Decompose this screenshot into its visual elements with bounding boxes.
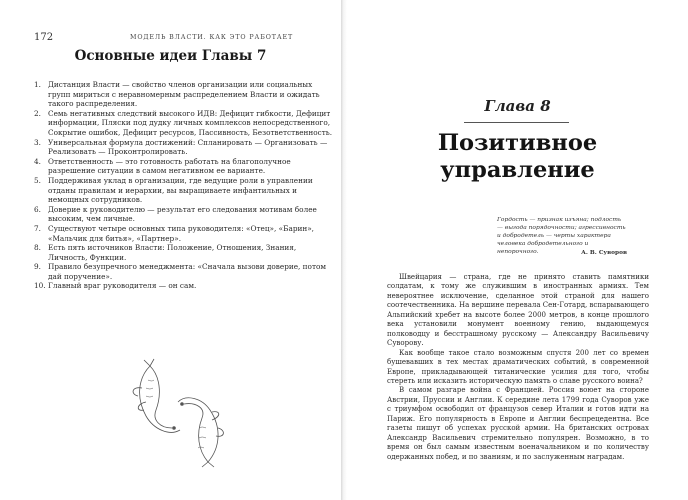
list-item [34,224,336,243]
item-text: Главный враг руководителя — он сам. [48,281,197,291]
list-item [34,262,336,281]
list-item [34,80,336,109]
list-item [34,109,336,138]
item-text: Поддерживая уклад в организации, где ведущие роли в управлении отданы правилам и иерархии, вы выращиваете инфантильных и немощных сотрудников. [48,175,313,205]
chapter-title-line: управление [440,157,595,183]
list-item [34,157,336,176]
item-number: 5. [34,175,41,185]
item-number: 4. [34,156,41,166]
ideas-list [34,80,336,291]
item-number: 1. [34,80,41,89]
chapter-divider [464,122,569,123]
item-text: Правило безупречного менеджмента: «Сначала вызови доверие, потом дай поручение». [48,262,327,281]
list-item [34,176,336,205]
summary-title: Основные идеи Главы 7 [74,48,267,64]
koi-fish-illustration [130,358,225,468]
item-number: 3. [34,137,41,147]
paragraph: Как вообще такое стало возможным спустя 200 лет со времен бушевавших в тех местах драматических событий, в современной Европе, прикладывающей титанические усилия для того, чтобы стереть или исказить историческую память о славе русского воина? [387,348,649,385]
list-item [34,205,336,224]
item-number: 10. [34,281,46,291]
list-item [34,243,336,262]
epigraph-author: А. В. Суворов [581,250,627,256]
paragraph: Швейцария — страна, где не принято ставить памятники солдатам, к тому же служившим в иностранных армиях. Тем невероятнее исключение, сделанное этой страной для нашего соотечественника. На вершине перевала Сен-Готард, вспарывающего Альпийский хребет на высоте более 2000 метров, в конце прошлого века установили монумент военному гению, выдающемуся полководцу и бесстрашному русскому — Александру Васильевичу Суворову. [387,273,649,348]
item-number: 9. [34,262,41,272]
item-text: Существуют четыре основных типа руководителя: «Отец», «Барин», «Мальчик для битья», «Партнер». [48,223,314,243]
chapter-title-line: Позитивное [437,130,598,156]
right-page [347,0,688,500]
list-item [34,138,336,157]
item-text: Есть пять источников Власти: Положение, Отношения, Знания, Личность, Функции. [48,243,297,262]
chapter-label: Глава 8 [484,97,551,115]
page-number: 172 [34,32,54,43]
item-text: Универсальная формула достижений: Спланировать — Организовать — Реализовать — Проконтролировать. [48,137,328,157]
left-page [0,0,341,500]
item-number: 6. [34,204,41,214]
chapter-title [347,130,688,184]
epigraph: Гордость — признак изъяна; подлость — выгода порядочности; агрессивность и добродетель — черты характера человека добродетельного и непорочного. [497,217,626,255]
item-text: Дистанция Власти — свойство членов организации или социальных групп мириться с неравномерным распределением Власти и ожидать такого распределения. [48,80,320,109]
item-text: Ответственность — это готовность работать на благополучное разрешение ситуации в самом негативном ее варианте. [48,156,291,176]
paragraph: В самом разгаре война с Францией. Россия воюет на стороне Австрии, Пруссии и Англии. К середине лета 1799 года Суворов уже с триумфом освободил от французов север Италии и готов идти на Париж. Его популярность в Европе и Англии беспрецедентна. Все газеты пишут об успехах русской армии. На британских островах Александр Васильевич стремительно популярен. Возможно, в то время он был самым известным военачальником и по количеству одержанных побед, и по званиям, и по заслуженным наградам. [387,386,649,461]
running-head: МОДЕЛЬ ВЛАСТИ. КАК ЭТО РАБОТАЕТ [130,34,294,41]
list-item [34,281,336,291]
item-text: Доверие к руководителю — результат его следования мотивам более высоким, чем личные. [48,204,317,224]
item-number: 2. [34,108,41,118]
item-text: Семь негативных следствий высокого ИДВ: Дефицит гибкости, Дефицит информации, Пляски под дудку личных комплексов непосредственного, Сокрытие ошибок, Дефицит ресурсов, Пассивность, Безответственность. [48,108,333,137]
item-number: 7. [34,223,41,233]
body-text [387,273,649,462]
item-number: 8. [34,243,41,253]
